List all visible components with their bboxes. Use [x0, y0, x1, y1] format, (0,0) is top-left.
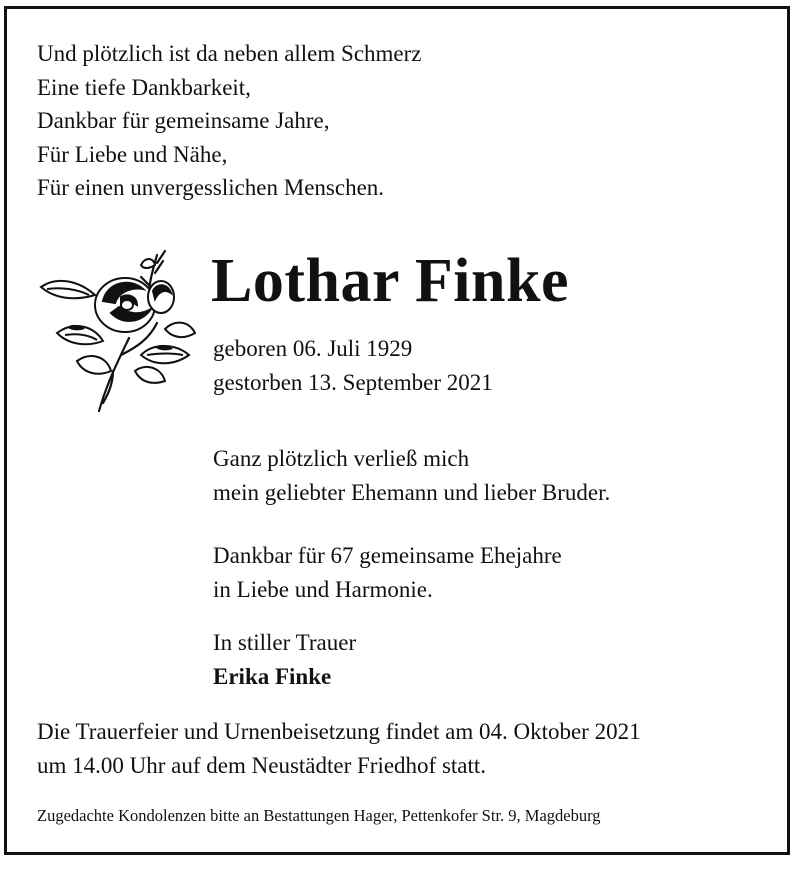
deceased-name: Lothar Finke: [211, 247, 569, 315]
obituary-notice: [4, 6, 790, 855]
ceremony-info: [37, 715, 641, 783]
poem: [37, 37, 422, 205]
mourners: [213, 626, 356, 694]
mourning-intro: In stiller Trauer: [213, 630, 357, 655]
signer-name: Erika Finke: [213, 664, 332, 689]
rose-icon: [37, 243, 197, 415]
birth-date: geboren 06. Juli 1929: [213, 336, 413, 361]
poem-line: Eine tiefe Dankbarkeit,: [37, 74, 251, 100]
message-line: Dankbar für 67 gemeinsame Ehejahre: [213, 543, 562, 568]
condolence-address: Zugedachte Kondolenzen bitte an Bestattungen Hager, Pettenkofer Str. 9, Magdeburg: [37, 806, 601, 825]
ceremony-line: Die Trauerfeier und Urnenbeisetzung findet am 04. Oktober 2021: [37, 719, 641, 744]
message-line: in Liebe und Harmonie.: [213, 577, 433, 602]
ceremony-line: um 14.00 Uhr auf dem Neustädter Friedhof statt.: [37, 753, 487, 778]
poem-line: Dankbar für gemeinsame Jahre,: [37, 108, 330, 133]
message-paragraph-1: [213, 442, 610, 510]
life-dates: [213, 332, 493, 400]
poem-line: Für einen unvergesslichen Menschen.: [37, 175, 385, 200]
message-paragraph-2: [213, 539, 562, 607]
death-date: gestorben 13. September 2021: [213, 370, 493, 395]
message-line: mein geliebter Ehemann und lieber Bruder.: [213, 480, 611, 505]
poem-line: Und plötzlich ist da neben allem Schmerz: [37, 41, 422, 66]
poem-line: Für Liebe und Nähe,: [37, 141, 228, 167]
message-line: Ganz plötzlich verließ mich: [213, 446, 470, 471]
